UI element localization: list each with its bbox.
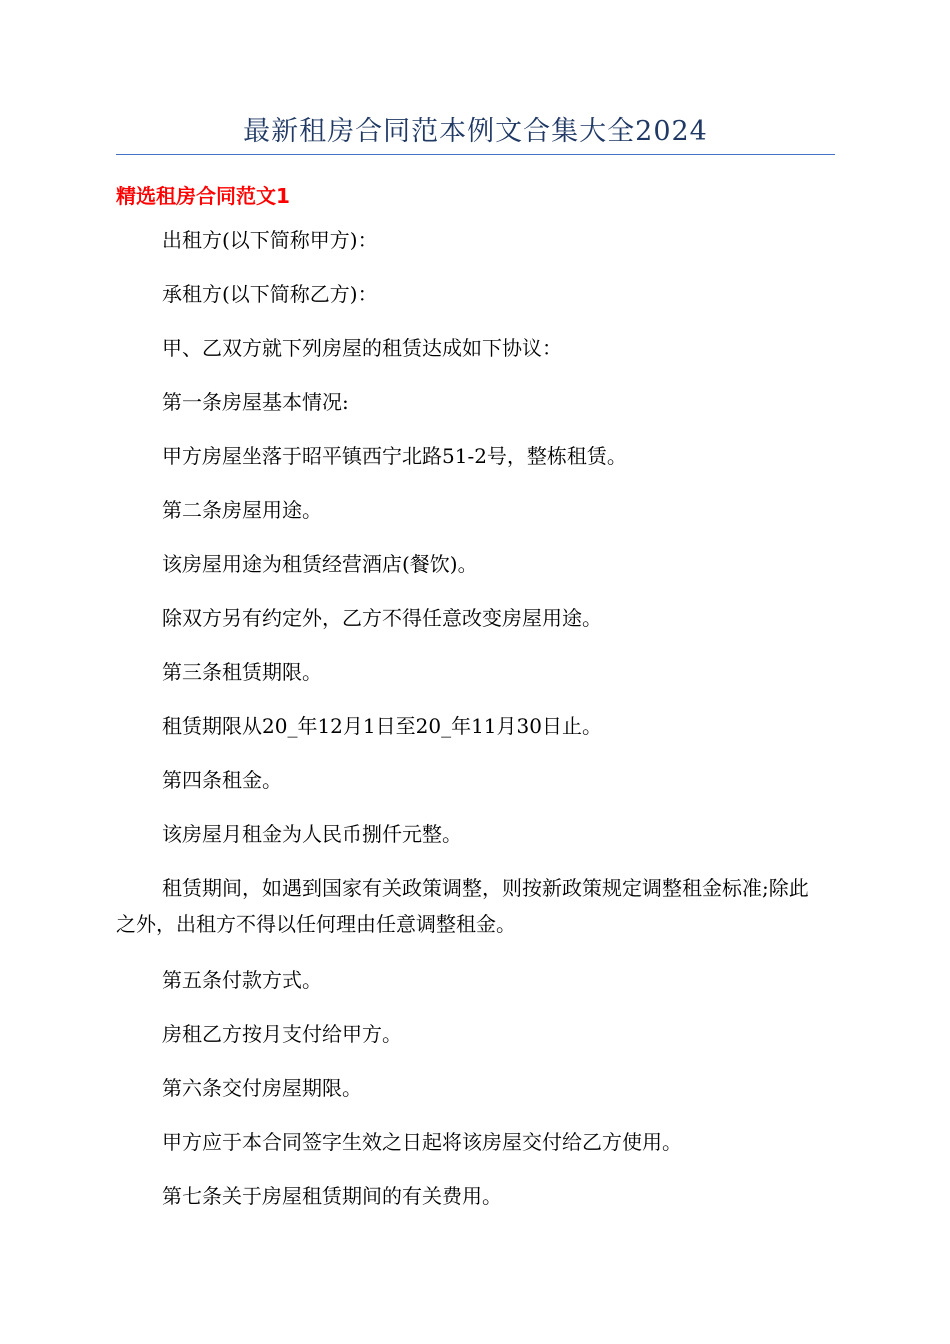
paragraph-term: 租赁期限从20_年12月1日至20_年11月30日止。 xyxy=(162,714,602,738)
paragraph-rent: 该房屋月租金为人民币捌仟元整。 xyxy=(162,822,462,846)
paragraph-article-7: 第七条关于房屋租赁期间的有关费用。 xyxy=(162,1184,502,1208)
paragraph-article-2: 第二条房屋用途。 xyxy=(162,498,322,522)
paragraph-article-5: 第五条付款方式。 xyxy=(162,968,322,992)
paragraph-article-1: 第一条房屋基本情况: xyxy=(162,390,349,414)
paragraph-lessee: 承租方(以下简称乙方)： xyxy=(162,282,378,306)
paragraph-location: 甲方房屋坐落于昭平镇西宁北路51-2号，整栋租赁。 xyxy=(162,444,627,468)
title-underline xyxy=(116,154,835,155)
paragraph-agreement: 甲、乙双方就下列房屋的租赁达成如下协议： xyxy=(162,336,562,360)
section-heading: 精选租房合同范文1 xyxy=(116,184,290,208)
paragraph-usage-restriction: 除双方另有约定外，乙方不得任意改变房屋用途。 xyxy=(162,606,602,630)
paragraph-article-6: 第六条交付房屋期限。 xyxy=(162,1076,362,1100)
paragraph-payment: 房租乙方按月支付给甲方。 xyxy=(162,1022,402,1046)
paragraph-usage: 该房屋用途为租赁经营酒店(餐饮)。 xyxy=(162,552,478,576)
paragraph-rent-adjustment: 租赁期间，如遇到国家有关政策调整，则按新政策规定调整租金标准;除此之外，出租方不得以任何理由任意调整租金。 xyxy=(116,876,809,936)
paragraph-article-3: 第三条租赁期限。 xyxy=(162,660,322,684)
document-title: 最新租房合同范本例文合集大全2024 xyxy=(243,116,708,147)
paragraph-lessor: 出租方(以下简称甲方)： xyxy=(162,228,378,252)
paragraph-delivery: 甲方应于本合同签字生效之日起将该房屋交付给乙方使用。 xyxy=(162,1130,682,1154)
paragraph-article-4: 第四条租金。 xyxy=(162,768,282,792)
